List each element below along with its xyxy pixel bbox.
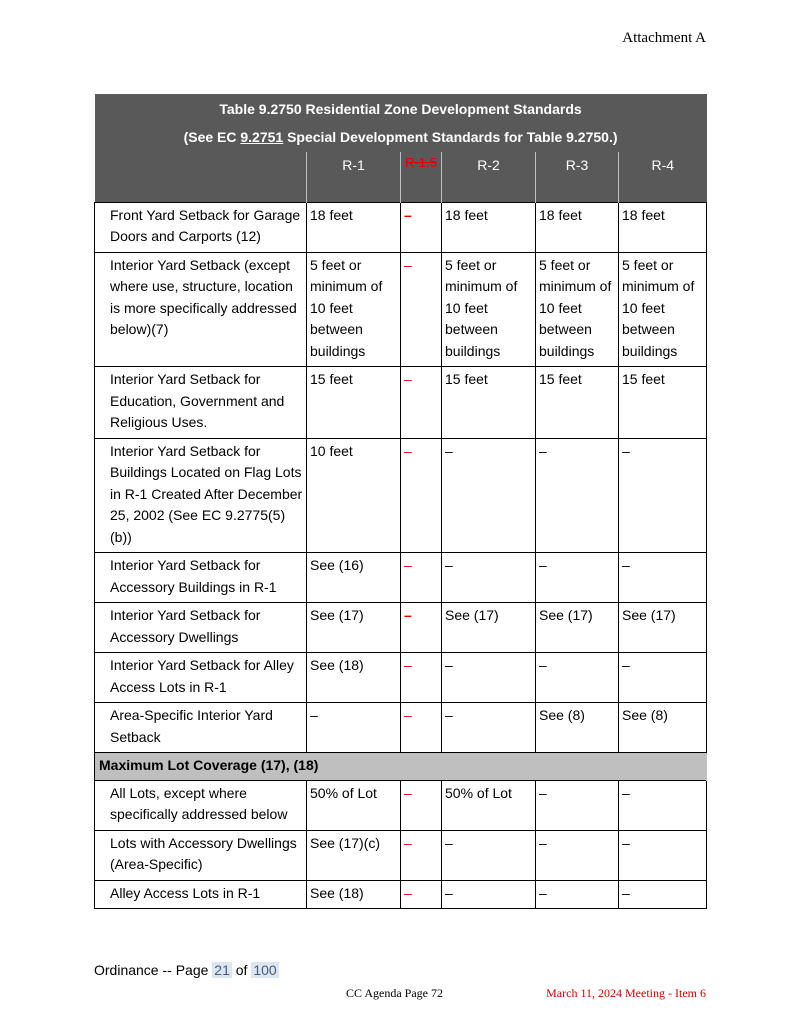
table-row (95, 830, 707, 880)
cell-r15: – (401, 603, 442, 653)
cell-r1: See (18) (307, 653, 401, 703)
table-title-line2 (95, 123, 707, 151)
cell-r3: – (536, 653, 619, 703)
cell-r15: – (401, 780, 442, 830)
cell-r4: – (619, 653, 707, 703)
cell-r2: 15 feet (442, 367, 536, 439)
cell-r1: – (307, 703, 401, 753)
struck-r15: R-1.5 (405, 155, 437, 170)
cell-r2: – (442, 703, 536, 753)
row-label: Front Yard Setback for Garage Doors and Carports (12) (95, 202, 307, 252)
col-header-r1: R-1 (307, 152, 401, 202)
cell-r4: – (619, 830, 707, 880)
row-label: Interior Yard Setback for Accessory Buildings in R-1 (95, 553, 307, 603)
page-number: 21 (214, 962, 230, 978)
page-of: of (235, 962, 248, 978)
row-label: Interior Yard Setback for Education, Government and Religious Uses. (95, 367, 307, 439)
page-total: 100 (253, 962, 277, 978)
table-row (95, 553, 707, 603)
cell-r3: – (536, 438, 619, 553)
cell-r4: 15 feet (619, 367, 707, 439)
ec-link[interactable]: 9.2751 (240, 129, 284, 145)
table-row (95, 202, 707, 252)
header-blank (95, 152, 307, 202)
cell-r15: – (401, 703, 442, 753)
cell-r1: 5 feet or minimum of 10 feet between buildings (307, 252, 401, 367)
cell-r1: 50% of Lot (307, 780, 401, 830)
cell-r15: – (401, 367, 442, 439)
cell-r4: 18 feet (619, 202, 707, 252)
cell-r2: See (17) (442, 603, 536, 653)
row-label: Interior Yard Setback (except where use, structure, location is more specifically addressed below)(7) (95, 252, 307, 367)
col-header-r3: R-3 (536, 152, 619, 202)
table-row (95, 438, 707, 553)
cell-r1: 10 feet (307, 438, 401, 553)
row-label: Interior Yard Setback for Accessory Dwellings (95, 603, 307, 653)
table-row (95, 880, 707, 909)
cell-r2: – (442, 653, 536, 703)
row-label: Alley Access Lots in R-1 (95, 880, 307, 909)
cell-r4: See (8) (619, 703, 707, 753)
row-label: Area-Specific Interior Yard Setback (95, 703, 307, 753)
attachment-label: Attachment A (622, 30, 706, 46)
table-row (95, 603, 707, 653)
cell-r15: – (401, 553, 442, 603)
cell-r1: 15 feet (307, 367, 401, 439)
cell-r2: – (442, 830, 536, 880)
ordinance-page-footer (94, 962, 279, 978)
cell-r2: 18 feet (442, 202, 536, 252)
table-title-line1: Table 9.2750 Residential Zone Development Standards (219, 101, 582, 117)
table-title (95, 94, 707, 152)
cell-r3: See (8) (536, 703, 619, 753)
cell-r1: See (17) (307, 603, 401, 653)
cell-r15: – (401, 830, 442, 880)
cell-r1: See (18) (307, 880, 401, 909)
col-header-r2: R-2 (442, 152, 536, 202)
cell-r1: See (16) (307, 553, 401, 603)
row-label: Lots with Accessory Dwellings (Area-Specific) (95, 830, 307, 880)
cell-r3: 15 feet (536, 367, 619, 439)
cell-r3: – (536, 780, 619, 830)
cell-r1: 18 feet (307, 202, 401, 252)
row-label: All Lots, except where specifically addressed below (95, 780, 307, 830)
table-row (95, 653, 707, 703)
cell-r15: – (401, 880, 442, 909)
cell-r2: – (442, 438, 536, 553)
cell-r3: 18 feet (536, 202, 619, 252)
cell-r3: – (536, 880, 619, 909)
title-suffix: Special Development Standards for Table 9.2750.) (283, 129, 618, 145)
cell-r4: 5 feet or minimum of 10 feet between buildings (619, 252, 707, 367)
cell-r15: – (401, 653, 442, 703)
cell-r2: – (442, 880, 536, 909)
col-header-r15 (401, 152, 442, 202)
cell-r3: – (536, 830, 619, 880)
meeting-date: March 11, 2024 Meeting - Item 6 (546, 986, 706, 1000)
cc-agenda-page: CC Agenda Page 72 (346, 986, 443, 1000)
cell-r3: 5 feet or minimum of 10 feet between buildings (536, 252, 619, 367)
table-row (95, 703, 707, 753)
title-prefix: (See EC (183, 129, 241, 145)
cell-r2: 5 feet or minimum of 10 feet between buildings (442, 252, 536, 367)
cell-r4: – (619, 553, 707, 603)
table-row (95, 367, 707, 439)
table-row (95, 252, 707, 367)
cell-r4: See (17) (619, 603, 707, 653)
cell-r3: See (17) (536, 603, 619, 653)
cell-r3: – (536, 553, 619, 603)
cell-r1: See (17)(c) (307, 830, 401, 880)
cell-r2: – (442, 553, 536, 603)
col-header-r4: R-4 (619, 152, 707, 202)
row-label: Interior Yard Setback for Buildings Located on Flag Lots in R-1 Created After December 25, 2002 (See EC 9.2775(5)(b)) (95, 438, 307, 553)
row-label: Interior Yard Setback for Alley Access Lots in R-1 (95, 653, 307, 703)
cell-r2: 50% of Lot (442, 780, 536, 830)
cell-r15: – (401, 202, 442, 252)
cell-r4: – (619, 880, 707, 909)
development-standards-table (94, 94, 707, 909)
cell-r15: – (401, 438, 442, 553)
cell-r4: – (619, 780, 707, 830)
section-header-lot-coverage: Maximum Lot Coverage (17), (18) (95, 753, 707, 781)
cell-r4: – (619, 438, 707, 553)
ordinance-prefix: Ordinance -- Page (94, 962, 209, 978)
cell-r15: – (401, 252, 442, 367)
table-row (95, 780, 707, 830)
